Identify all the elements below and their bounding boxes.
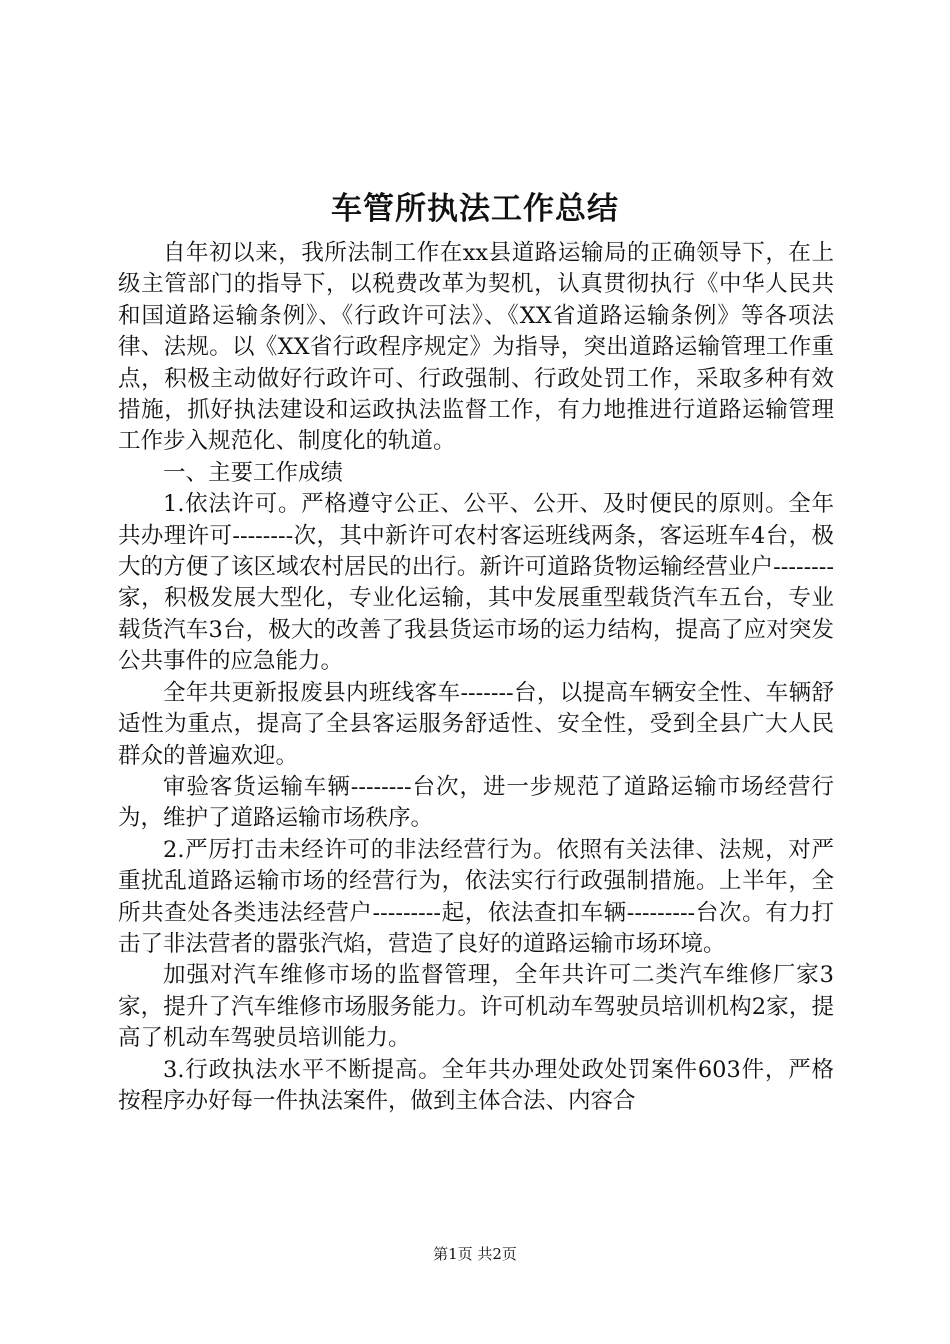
paragraph-bus-renewal: 全年共更新报废县内班线客车-------台，以提高车辆安全性、车辆舒适性为重点，提高了全县客运服务舒适性、安全性，受到全县广大人民群众的普遍欢迎。 bbox=[118, 679, 834, 769]
paragraph-repair-market: 加强对汽车维修市场的监督管理，全年共许可二类汽车维修厂家3家，提升了汽车维修市场服务能力。许可机动车驾驶员培训机构2家，提高了机动车驾驶员培训能力。 bbox=[118, 962, 834, 1052]
document-body bbox=[118, 238, 834, 1117]
paragraph-intro: 自年初以来，我所法制工作在xx县道路运输局的正确领导下，在上级主管部门的指导下，以税费改革为契机，认真贯彻执行《中华人民共和国道路运输条例》、《行政许可法》、《XX省道路运输条例》等各项法律、法规。以《XX省行政程序规定》为指导，突出道路运输管理工作重点，积极主动做好行政许可、行政强制、行政处罚工作，采取多种有效措施，抓好执法建设和运政执法监督工作，有力地推进行道路运输管理工作步入规范化、制度化的轨道。 bbox=[118, 240, 834, 455]
paragraph-law-enforcement-level: 3.行政执法水平不断提高。全年共办理处政处罚案件603件，严格按程序办好每一件执法案件，做到主体合法、内容合 bbox=[118, 1056, 834, 1114]
paragraph-vehicle-inspection: 审验客货运输车辆--------台次，进一步规范了道路运输市场经营行为，维护了道路运输市场秩序。 bbox=[118, 773, 834, 832]
section-heading: 一、主要工作成绩 bbox=[163, 459, 344, 486]
page-footer: 第1页 共2页 bbox=[433, 1245, 517, 1263]
paragraph-licensing: 1.依法许可。严格遵守公正、公平、公开、及时便民的原则。全年共办理许可--------次，其中新许可农村客运班线两条，客运班车4台，极大的方便了该区域农村居民的出行。新许可道路货物运输经营业户--------家，积极发展大型化，专业化运输，其中发展重型载货汽车五台，专业载货汽车3台，极大的改善了我县货运市场的运力结构，提高了应对突发公共事件的应急能力。 bbox=[118, 491, 834, 675]
paragraph-enforcement: 2.严厉打击未经许可的非法经营行为。依照有关法律、法规，对严重扰乱道路运输市场的经营行为，依法实行行政强制措施。上半年，全所共查处各类违法经营户---------起，依法查扣车辆---------台次。有力打击了非法营者的嚣张汽焰，营造了良好的道路运输市场环境。 bbox=[118, 836, 834, 957]
document-title: 车管所执法工作总结 bbox=[331, 191, 619, 227]
